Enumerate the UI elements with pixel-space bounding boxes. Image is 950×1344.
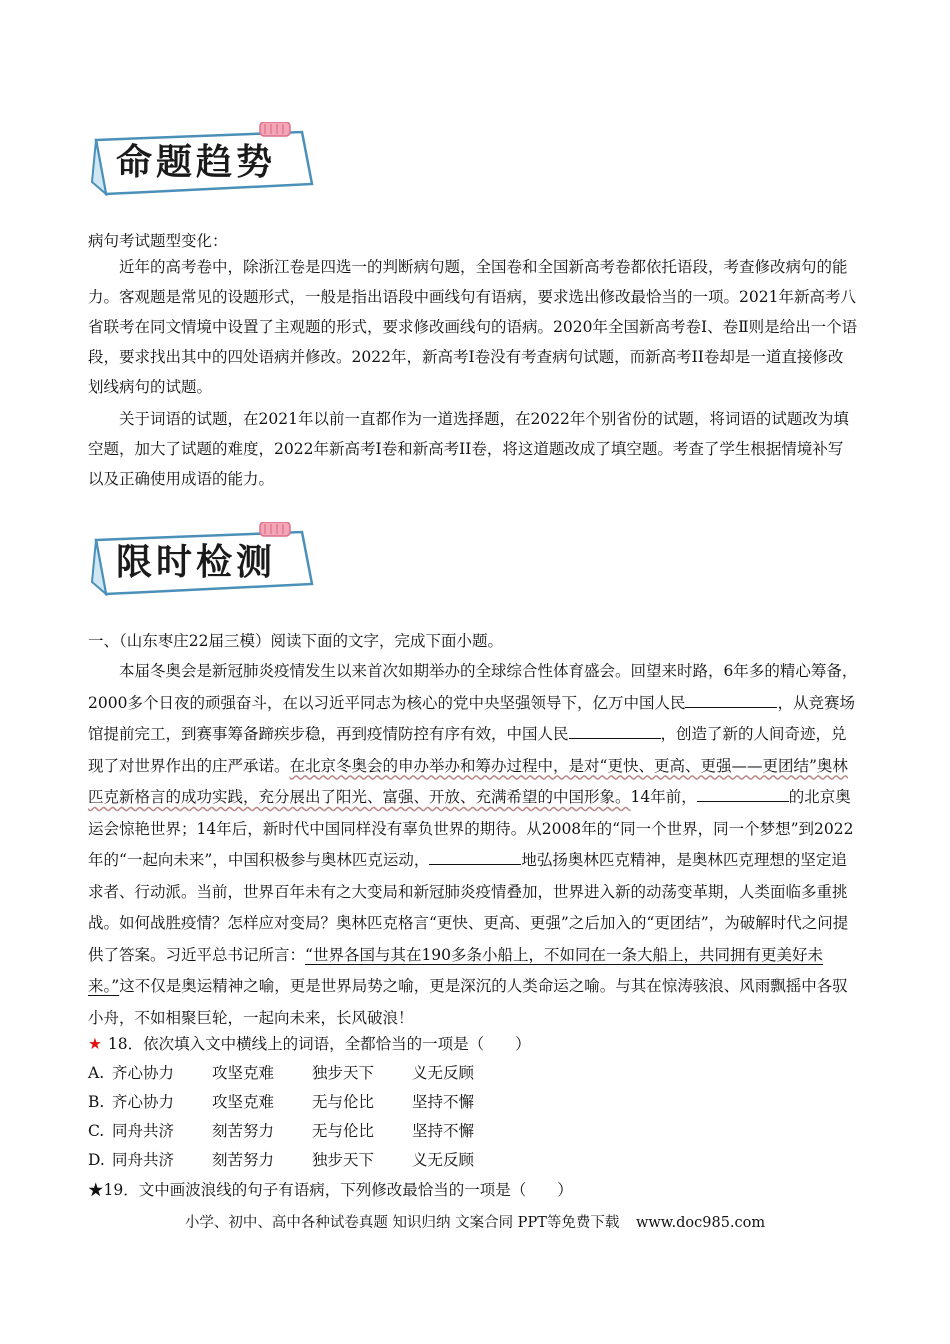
option-word: 独步天下 xyxy=(312,1151,375,1169)
option-word: 攻坚克难 xyxy=(212,1064,275,1082)
reading-passage xyxy=(88,656,858,1034)
fill-blank-1[interactable] xyxy=(685,691,777,708)
option-word: 同舟共济 xyxy=(112,1151,175,1169)
passage-text: 这不仅是奥运精神之喻，更是世界局势之喻，更是深沉的人类命运之喻。与其在惊涛骇浪、风雨飘摇中各驭小舟，不如相聚巨轮，一起向未来，长风破浪！ xyxy=(88,977,848,1027)
footer-text: 小学、初中、高中各种试卷真题 知识归纳 文案合同 PPT等免费下载 xyxy=(184,1215,620,1231)
fill-blank-2[interactable] xyxy=(569,722,661,739)
option-word: 齐心协力 xyxy=(112,1093,175,1111)
intro-paragraph-1: 近年的高考卷中，除浙江卷是四选一的判断病句题，全国卷和全国新高考卷都依托语段，考查修改病句的能力。客观题是常见的设题形式，一般是指出语段中画线句有语病，要求选出修改最恰当的一项。2021年新高考八省联考在同文情境中设置了主观题的形式，要求修改画线句的语病。2020年全国新高考卷Ⅰ、卷Ⅱ则是给出一个语段，要求找出其中的四处语病并修改。2022年，新高考I卷没有考查病句试题，而新高考II卷却是一道直接修改划线病句的试题。 xyxy=(88,258,858,396)
banner-title: 限时检测 xyxy=(116,542,277,583)
option-word: 义无反顾 xyxy=(412,1064,475,1082)
passage-text: 地弘扬奥林匹克精神，是奥林匹克理想的坚定追求者、行动派。当前，世界百年未有之大变局和新冠肺炎疫情叠加，世界进入新的动荡变革期，人类面临多重挑战。如何战胜疫情？怎样应对变局？奥林匹克格言“更快、更高、更强”之后加入的“更团结”，为破解时代之问提供了答案。习近平总书记所言： xyxy=(88,851,849,964)
fill-blank-3[interactable] xyxy=(697,785,789,802)
section-banner-trend xyxy=(88,122,320,200)
option-d[interactable] xyxy=(88,1146,512,1175)
option-letter: D. xyxy=(88,1151,105,1169)
option-word: 独步天下 xyxy=(312,1064,375,1082)
question-heading: 一、（山东枣庄22届三模）阅读下面的文字，完成下面小题。 xyxy=(88,632,503,650)
question-19: ★19．文中画波浪线的句子有语病，下列修改最恰当的一项是（ ） xyxy=(88,1181,573,1199)
underlined-quote: “世界各国与其在190多条小船上，不如同在一条大船上，共同拥有更美好未来。” xyxy=(88,945,824,995)
passage-text: ，从竞赛场馆提前完工，到赛事筹备蹄疾步稳，再到疫情防控有序有效，中国人民 xyxy=(88,693,855,743)
option-word: 刻苦努力 xyxy=(212,1122,275,1140)
banner-title: 命题趋势 xyxy=(116,142,277,183)
option-word: 齐心协力 xyxy=(112,1064,175,1082)
passage-text: ，创造了新的人间奇迹，兑现了对世界作出的庄严承诺。 xyxy=(88,725,847,775)
intro-paragraph-2: 关于词语的试题，在2021年以前一直都作为一道选择题，在2022年个别省份的试题，将词语的试题改为填空题，加大了试题的难度，2022年新高考I卷和新高考II卷，将这道题改成了填空题。考查了学生根据情境补写以及正确使用成语的能力。 xyxy=(88,410,849,488)
footer-url-link[interactable]: www.doc985.com xyxy=(635,1215,766,1231)
question-18-text: 18．依次填入文中横线上的词语，全都恰当的一项是（ ） xyxy=(107,1035,531,1053)
option-letter: B. xyxy=(88,1093,105,1111)
option-c[interactable] xyxy=(88,1117,512,1146)
section-banner-test xyxy=(88,522,320,600)
passage-text: 本届冬奥会是新冠肺炎疫情发生以来首次如期举办的全球综合性体育盛会。回望来时路，6年多的精心筹备，2000多个日夜的顽强奋斗，在以习近平同志为核心的党中央坚强领导下，亿万中国人民 xyxy=(88,662,858,712)
option-word: 坚持不懈 xyxy=(412,1122,475,1140)
option-letter: C. xyxy=(88,1122,105,1140)
option-word: 无与伦比 xyxy=(312,1122,375,1140)
option-word: 刻苦努力 xyxy=(212,1151,275,1169)
option-word: 同舟共济 xyxy=(112,1122,175,1140)
question-18 xyxy=(88,1029,858,1059)
option-word: 坚持不懈 xyxy=(412,1093,475,1111)
star-icon: ★ xyxy=(88,1035,102,1053)
option-a[interactable] xyxy=(88,1059,512,1088)
passage-text: 的北京奥运会惊艳世界；14年后，新时代中国同样没有辜负世界的期待。从2008年的“同一个世界，同一个梦想”到2022年的“一起向未来”，中国积极参与奥林匹克运动， xyxy=(88,788,854,869)
page-footer xyxy=(0,1211,950,1232)
option-b[interactable] xyxy=(88,1088,512,1117)
option-word: 攻坚克难 xyxy=(212,1093,275,1111)
passage-text: 14年前， xyxy=(630,788,697,806)
fill-blank-4[interactable] xyxy=(429,848,521,865)
option-letter: A. xyxy=(88,1064,105,1082)
option-word: 义无反顾 xyxy=(412,1151,475,1169)
option-word: 无与伦比 xyxy=(312,1093,375,1111)
intro-label: 病句考试题型变化： xyxy=(88,232,228,250)
wavy-underlined-sentence: 在北京冬奥会的申办举办和筹办过程中，是对“更快、更高、更强——更团结”奥林匹克新格言的成功实践，充分展出了阳光、富强、开放、充满希望的中国形象。 xyxy=(88,756,848,806)
